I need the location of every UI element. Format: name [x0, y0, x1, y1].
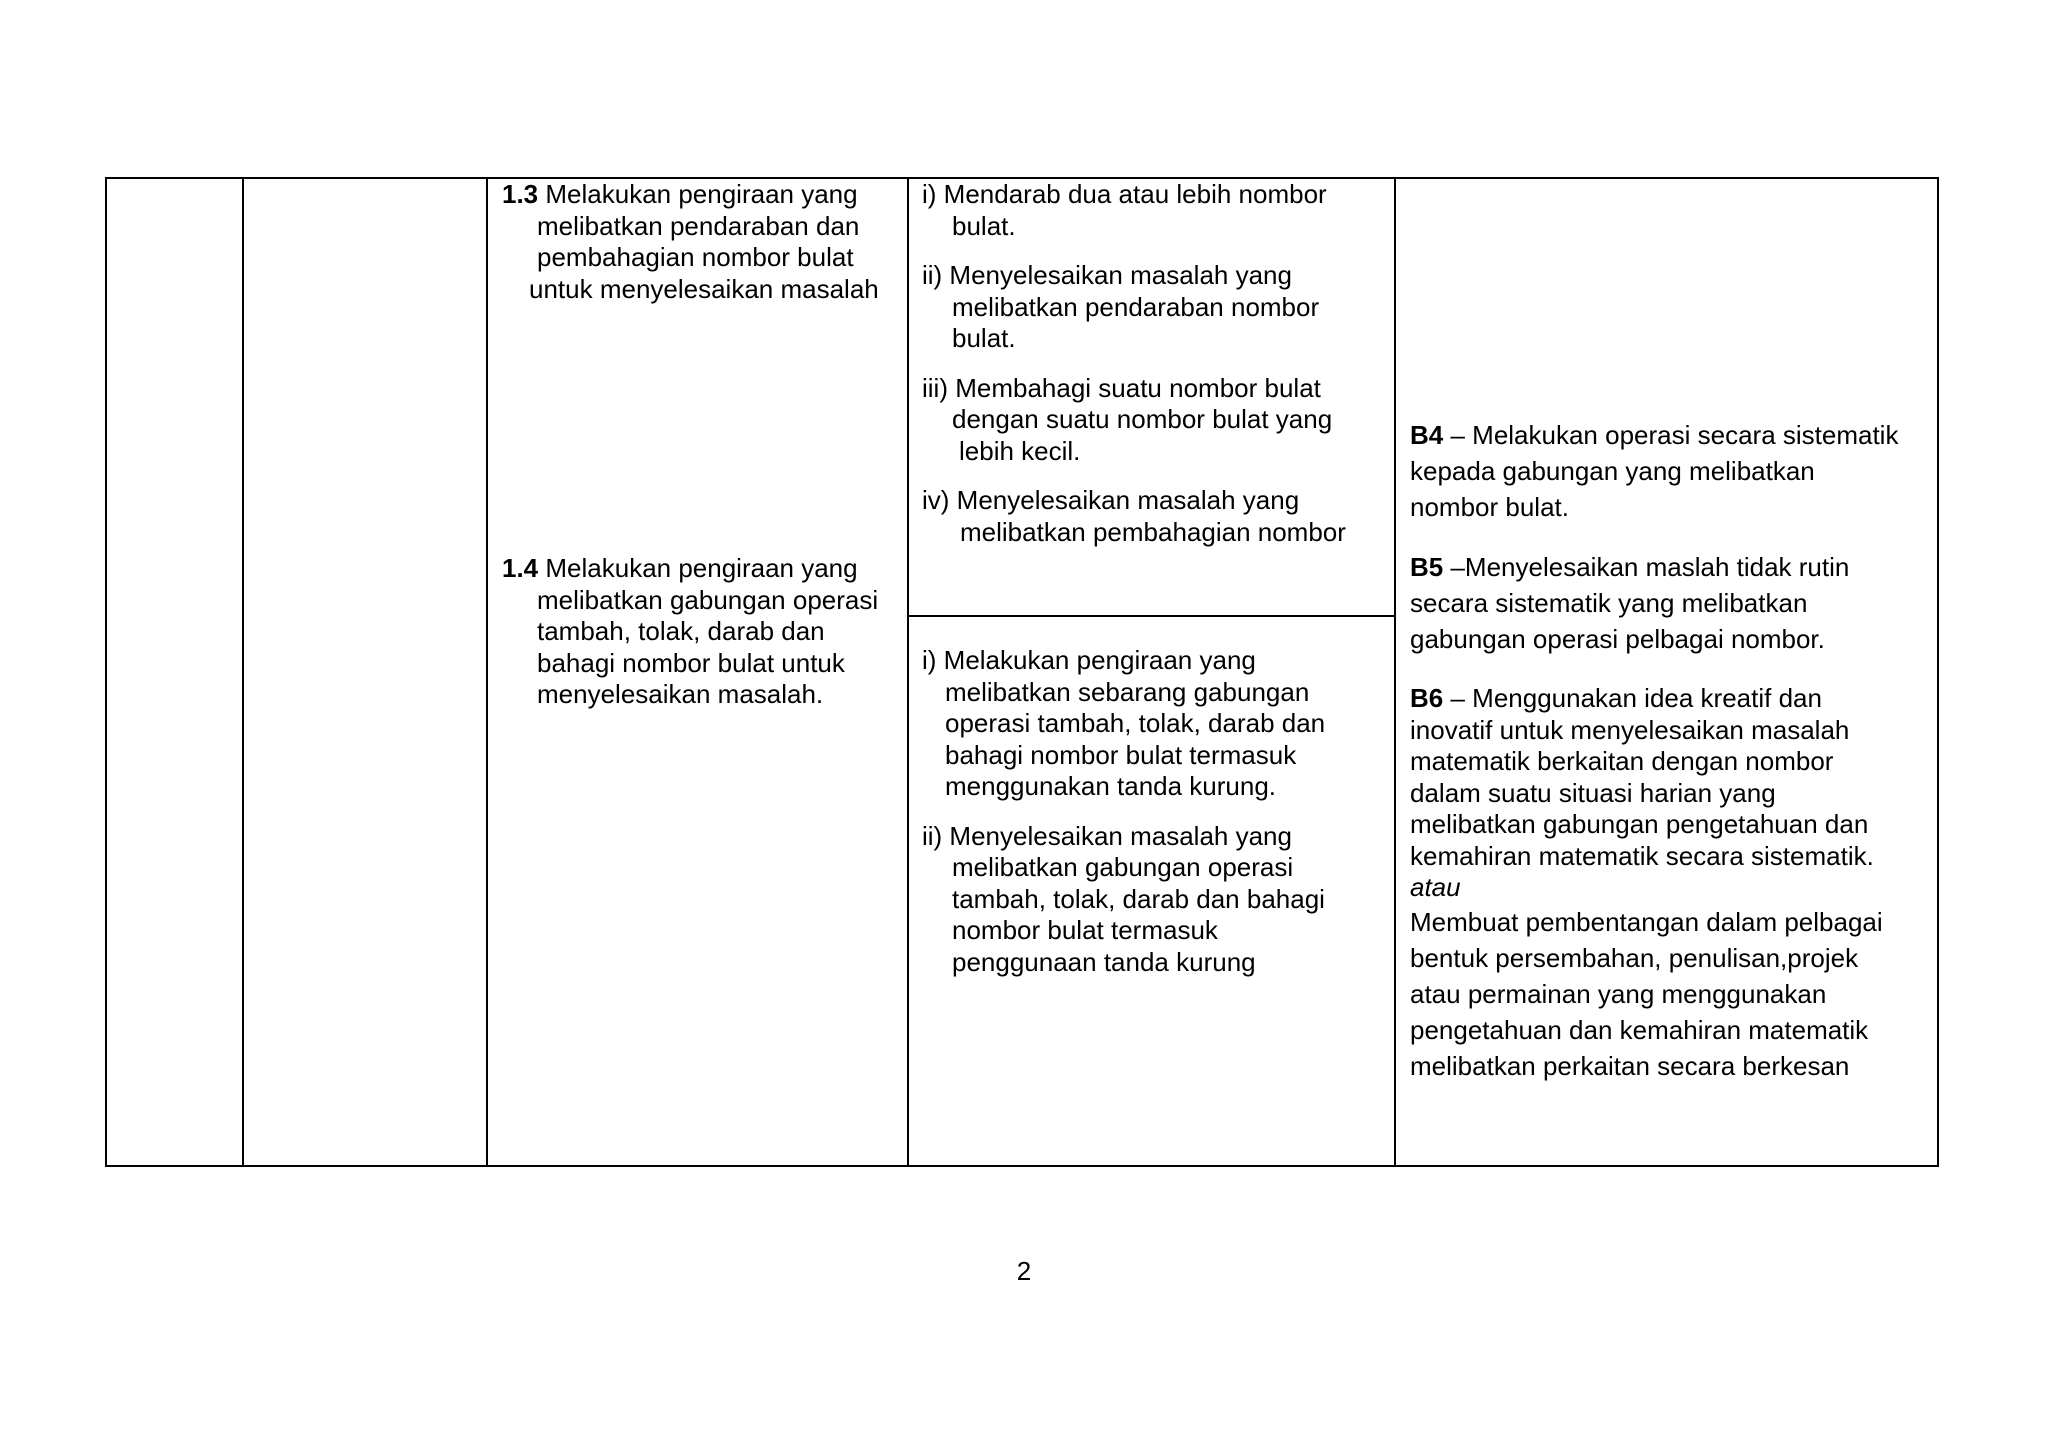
objective-line: bahagi nombor bulat termasuk — [945, 739, 1297, 770]
objective-line: menggunakan tanda kurung. — [945, 771, 1277, 801]
level-line: secara sistematik yang melibatkan — [1410, 588, 1808, 618]
objective-line: i) Mendarab dua atau lebih nombor — [922, 179, 1327, 209]
objective-line: ii) Menyelesaikan masalah yang — [922, 820, 1292, 851]
objective-line: melibatkan pendaraban nombor — [952, 291, 1320, 322]
standard-line: melibatkan pendaraban dan — [537, 210, 860, 241]
performance-b4 — [1410, 417, 1898, 525]
level-line: atau permainan yang menggunakan — [1410, 978, 1827, 1009]
level-line: gabungan operasi pelbagai nombor. — [1410, 624, 1825, 654]
level-label: B5 — [1410, 552, 1444, 582]
column-divider — [1394, 179, 1396, 1165]
objective-line: penggunaan tanda kurung — [952, 946, 1256, 977]
level-or-label: atau — [1410, 872, 1461, 902]
objective-line: melibatkan sebarang gabungan — [945, 676, 1310, 707]
standard-line: melibatkan gabungan operasi — [537, 584, 879, 615]
level-line: dalam suatu situasi harian yang — [1410, 777, 1776, 808]
column-divider — [907, 179, 909, 1165]
level-line: – Menggunakan idea kreatif dan — [1443, 683, 1822, 713]
page-number: 2 — [1016, 1256, 1032, 1286]
level-line: –Menyelesaikan maslah tidak rutin — [1443, 552, 1850, 582]
standard-line: Melakukan pengiraan yang — [538, 179, 858, 209]
column-divider — [486, 179, 488, 1165]
level-line: inovatif untuk menyelesaikan masalah — [1410, 714, 1850, 745]
level-line: nombor bulat. — [1410, 492, 1569, 522]
performance-b6 — [1410, 683, 1883, 1084]
row-divider — [908, 615, 1395, 617]
objective-line: ii) Menyelesaikan masalah yang — [922, 260, 1292, 290]
objective-line: bulat. — [952, 323, 1016, 353]
standard-line: pembahagian nombor bulat — [537, 242, 854, 272]
objective-line: nombor bulat termasuk — [952, 915, 1218, 945]
objective-line: lebih kecil. — [959, 435, 1081, 466]
standard-line: tambah, tolak, darab dan — [537, 616, 825, 646]
standard-1-3 — [502, 179, 879, 305]
objectives-lower — [922, 645, 1325, 978]
level-line: matematik berkaitan dengan nombor — [1410, 746, 1834, 776]
level-line: bentuk persembahan, penulisan,projek — [1410, 942, 1859, 973]
standard-1-4 — [502, 553, 878, 711]
objective-line: melibatkan gabungan operasi — [952, 852, 1294, 882]
level-line: melibatkan gabungan pengetahuan dan — [1410, 809, 1869, 839]
level-line: – Melakukan operasi secara sistematik — [1443, 420, 1899, 450]
level-line: kepada gabungan yang melibatkan — [1410, 456, 1815, 486]
column-divider — [242, 179, 244, 1165]
level-line: pengetahuan dan kemahiran matematik — [1410, 1014, 1869, 1045]
standard-number: 1.4 — [502, 553, 539, 583]
curriculum-table — [105, 177, 1939, 1167]
standard-line: Melakukan pengiraan yang — [538, 553, 858, 583]
objective-line: operasi tambah, tolak, darab dan — [945, 708, 1326, 738]
objectives-upper — [922, 179, 1346, 548]
objective-line: dengan suatu nombor bulat yang — [952, 404, 1333, 434]
objective-line: bulat. — [952, 210, 1016, 241]
level-line: kemahiran matematik secara sistematik. — [1410, 840, 1874, 871]
level-line: melibatkan perkaitan secara berkesan — [1410, 1050, 1850, 1081]
objective-line: iii) Membahagi suatu nombor bulat — [922, 372, 1321, 403]
objective-line: tambah, tolak, darab dan bahagi — [952, 883, 1325, 914]
level-label: B6 — [1410, 683, 1444, 713]
level-line: Membuat pembentangan dalam pelbagai — [1410, 906, 1883, 937]
objective-line: melibatkan pembahagian nombor — [960, 516, 1346, 547]
objective-line: i) Melakukan pengiraan yang — [922, 645, 1256, 675]
level-label: B4 — [1410, 420, 1444, 450]
objective-line: iv) Menyelesaikan masalah yang — [922, 485, 1300, 515]
standard-number: 1.3 — [502, 179, 539, 209]
standard-line: untuk menyelesaikan masalah — [529, 273, 879, 304]
performance-b5 — [1410, 549, 1849, 657]
standard-line: menyelesaikan masalah. — [537, 679, 824, 709]
standard-line: bahagi nombor bulat untuk — [537, 647, 845, 678]
